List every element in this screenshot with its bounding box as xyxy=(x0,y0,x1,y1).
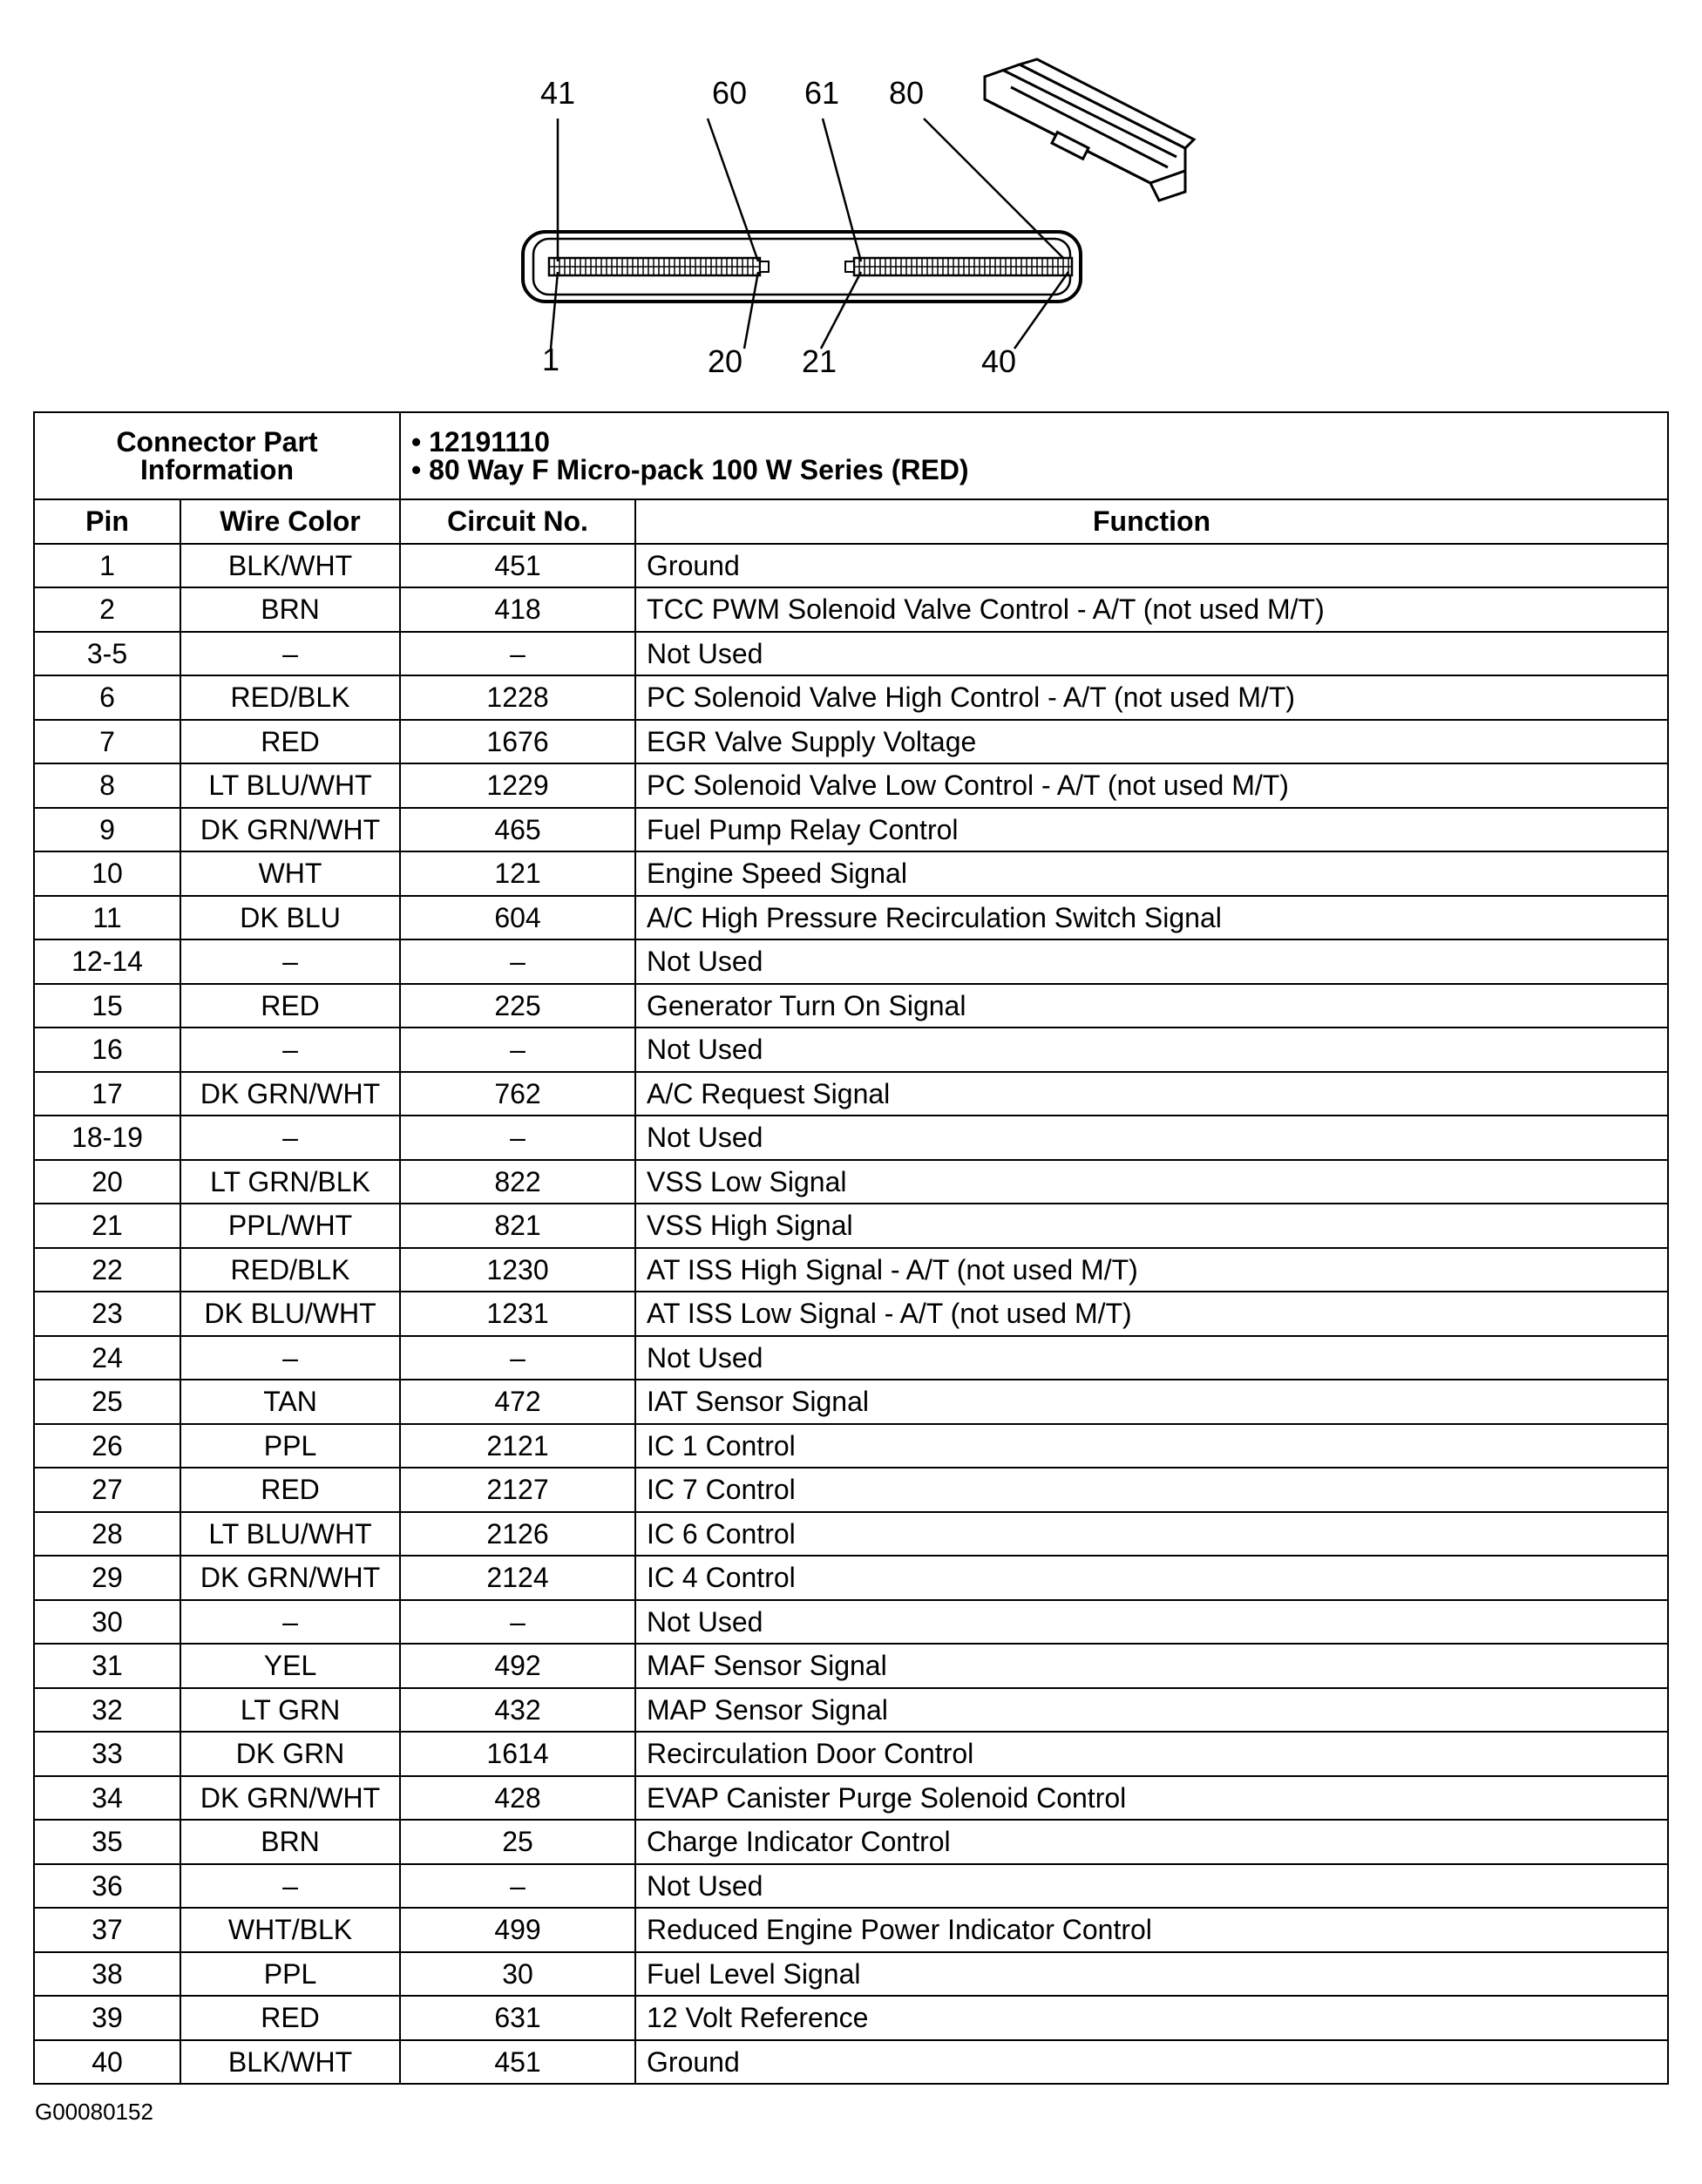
col-header-function: Function xyxy=(635,499,1668,544)
cell-pin: 1 xyxy=(34,544,180,588)
cell-wire-color: – xyxy=(180,1028,400,1072)
cell-circuit: 499 xyxy=(400,1908,635,1952)
cell-wire-color: – xyxy=(180,939,400,984)
cell-circuit: 25 xyxy=(400,1820,635,1864)
table-row xyxy=(34,939,1668,984)
cell-pin: 7 xyxy=(34,720,180,764)
cell-function: Engine Speed Signal xyxy=(635,851,1668,896)
cell-function: Generator Turn On Signal xyxy=(635,984,1668,1028)
pin-label-40: 40 xyxy=(981,343,1017,379)
cell-wire-color: PPL xyxy=(180,1424,400,1468)
cell-circuit: 2124 xyxy=(400,1556,635,1600)
pinout-table xyxy=(33,411,1669,2085)
pin-label-1: 1 xyxy=(542,342,560,377)
cell-pin: 40 xyxy=(34,2040,180,2085)
table-row xyxy=(34,1512,1668,1557)
cell-function: Ground xyxy=(635,2040,1668,2085)
cell-function: MAP Sensor Signal xyxy=(635,1688,1668,1733)
table-row xyxy=(34,587,1668,632)
cell-function: Not Used xyxy=(635,1600,1668,1645)
cell-wire-color: YEL xyxy=(180,1644,400,1688)
cell-circuit: 604 xyxy=(400,896,635,940)
table-row xyxy=(34,1160,1668,1204)
cell-function: VSS Low Signal xyxy=(635,1160,1668,1204)
cell-wire-color: – xyxy=(180,1116,400,1160)
cell-pin: 38 xyxy=(34,1952,180,1997)
cell-function: Ground xyxy=(635,544,1668,588)
cell-circuit: – xyxy=(400,1336,635,1380)
cell-function: Not Used xyxy=(635,939,1668,984)
table-row xyxy=(34,808,1668,852)
cell-circuit: 2121 xyxy=(400,1424,635,1468)
cell-circuit: 2126 xyxy=(400,1512,635,1557)
cell-pin: 20 xyxy=(34,1160,180,1204)
cell-pin: 35 xyxy=(34,1820,180,1864)
cell-circuit: 225 xyxy=(400,984,635,1028)
cell-function: Not Used xyxy=(635,1336,1668,1380)
cell-wire-color: LT GRN xyxy=(180,1688,400,1733)
cell-wire-color: WHT xyxy=(180,851,400,896)
pin-label-21: 21 xyxy=(802,343,837,379)
table-row xyxy=(34,1644,1668,1688)
cell-pin: 2 xyxy=(34,587,180,632)
figure-code: G00080152 xyxy=(35,2099,153,2125)
cell-circuit: 631 xyxy=(400,1996,635,2040)
cell-pin: 26 xyxy=(34,1424,180,1468)
cell-wire-color: DK BLU/WHT xyxy=(180,1292,400,1336)
cell-function: IC 1 Control xyxy=(635,1424,1668,1468)
cell-function: Not Used xyxy=(635,1116,1668,1160)
table-row xyxy=(34,720,1668,764)
cell-wire-color: LT GRN/BLK xyxy=(180,1160,400,1204)
connector-info-list xyxy=(400,412,1668,499)
cell-function: Not Used xyxy=(635,1028,1668,1072)
cell-function: IAT Sensor Signal xyxy=(635,1380,1668,1424)
cell-pin: 10 xyxy=(34,851,180,896)
cell-pin: 18-19 xyxy=(34,1116,180,1160)
cell-wire-color: PPL xyxy=(180,1952,400,1997)
cell-wire-color: RED xyxy=(180,720,400,764)
cell-pin: 16 xyxy=(34,1028,180,1072)
table-row xyxy=(34,1952,1668,1997)
cell-function: Charge Indicator Control xyxy=(635,1820,1668,1864)
cell-circuit: 1228 xyxy=(400,675,635,720)
cell-pin: 36 xyxy=(34,1864,180,1909)
table-row xyxy=(34,1248,1668,1292)
cell-circuit: 30 xyxy=(400,1952,635,1997)
pin-label-80: 80 xyxy=(889,75,925,111)
table-row xyxy=(34,544,1668,588)
table-row xyxy=(34,1116,1668,1160)
cell-wire-color: RED xyxy=(180,1468,400,1512)
cell-function: Fuel Pump Relay Control xyxy=(635,808,1668,852)
cell-wire-color: BLK/WHT xyxy=(180,544,400,588)
cell-wire-color: – xyxy=(180,1336,400,1380)
table-row xyxy=(34,1028,1668,1072)
cell-function: EVAP Canister Purge Solenoid Control xyxy=(635,1776,1668,1821)
cell-function: EGR Valve Supply Voltage xyxy=(635,720,1668,764)
connector-isometric-icon xyxy=(985,59,1194,200)
cell-wire-color: BRN xyxy=(180,1820,400,1864)
cell-function: AT ISS Low Signal - A/T (not used M/T) xyxy=(635,1292,1668,1336)
cell-pin: 3-5 xyxy=(34,632,180,676)
pin-label-60: 60 xyxy=(712,75,748,111)
cell-pin: 6 xyxy=(34,675,180,720)
cell-wire-color: – xyxy=(180,1864,400,1909)
table-row xyxy=(34,851,1668,896)
cell-wire-color: – xyxy=(180,1600,400,1645)
cell-wire-color: RED/BLK xyxy=(180,1248,400,1292)
cell-pin: 24 xyxy=(34,1336,180,1380)
cell-wire-color: BRN xyxy=(180,587,400,632)
cell-pin: 17 xyxy=(34,1072,180,1116)
cell-circuit: 1614 xyxy=(400,1732,635,1776)
cell-pin: 30 xyxy=(34,1600,180,1645)
cell-circuit: 472 xyxy=(400,1380,635,1424)
cell-function: Recirculation Door Control xyxy=(635,1732,1668,1776)
cell-circuit: – xyxy=(400,1028,635,1072)
table-row xyxy=(34,1468,1668,1512)
cell-pin: 37 xyxy=(34,1908,180,1952)
cell-wire-color: DK GRN xyxy=(180,1732,400,1776)
cell-pin: 27 xyxy=(34,1468,180,1512)
table-row xyxy=(34,1688,1668,1733)
cell-wire-color: DK GRN/WHT xyxy=(180,808,400,852)
cell-pin: 29 xyxy=(34,1556,180,1600)
cell-pin: 11 xyxy=(34,896,180,940)
cell-wire-color: DK BLU xyxy=(180,896,400,940)
cell-circuit: 821 xyxy=(400,1204,635,1248)
cell-function: PC Solenoid Valve High Control - A/T (not used M/T) xyxy=(635,675,1668,720)
cell-function: MAF Sensor Signal xyxy=(635,1644,1668,1688)
table-row xyxy=(34,1864,1668,1909)
cell-function: VSS High Signal xyxy=(635,1204,1668,1248)
cell-circuit: – xyxy=(400,632,635,676)
table-row xyxy=(34,1996,1668,2040)
cell-pin: 21 xyxy=(34,1204,180,1248)
cell-circuit: 451 xyxy=(400,2040,635,2085)
cell-wire-color: DK GRN/WHT xyxy=(180,1072,400,1116)
connector-drawing xyxy=(488,52,1255,392)
cell-circuit: – xyxy=(400,1600,635,1645)
cell-pin: 12-14 xyxy=(34,939,180,984)
table-row xyxy=(34,984,1668,1028)
cell-pin: 9 xyxy=(34,808,180,852)
cell-function: Reduced Engine Power Indicator Control xyxy=(635,1908,1668,1952)
connector-info-label: Connector Part Information xyxy=(34,412,400,499)
cell-circuit: – xyxy=(400,1116,635,1160)
table-row xyxy=(34,1820,1668,1864)
pin-label-20: 20 xyxy=(708,343,743,379)
cell-pin: 33 xyxy=(34,1732,180,1776)
table-row xyxy=(34,1908,1668,1952)
col-header-pin: Pin xyxy=(34,499,180,544)
cell-wire-color: RED xyxy=(180,1996,400,2040)
table-row xyxy=(34,896,1668,940)
cell-circuit: 2127 xyxy=(400,1468,635,1512)
table-row xyxy=(34,675,1668,720)
cell-wire-color: PPL/WHT xyxy=(180,1204,400,1248)
table-row xyxy=(34,1336,1668,1380)
cell-circuit: 121 xyxy=(400,851,635,896)
table-row xyxy=(34,1072,1668,1116)
pin-label-41: 41 xyxy=(540,75,576,111)
table-row xyxy=(34,763,1668,808)
cell-wire-color: DK GRN/WHT xyxy=(180,1776,400,1821)
pin-label-61: 61 xyxy=(804,75,840,111)
table-row xyxy=(34,1380,1668,1424)
cell-function: 12 Volt Reference xyxy=(635,1996,1668,2040)
cell-circuit: – xyxy=(400,939,635,984)
table-row xyxy=(34,2040,1668,2085)
cell-wire-color: WHT/BLK xyxy=(180,1908,400,1952)
cell-wire-color: – xyxy=(180,632,400,676)
cell-circuit: 1229 xyxy=(400,763,635,808)
table-header-row xyxy=(34,499,1668,544)
cell-function: TCC PWM Solenoid Valve Control - A/T (not used M/T) xyxy=(635,587,1668,632)
cell-function: Not Used xyxy=(635,1864,1668,1909)
cell-wire-color: RED xyxy=(180,984,400,1028)
cell-wire-color: BLK/WHT xyxy=(180,2040,400,2085)
cell-pin: 15 xyxy=(34,984,180,1028)
cell-pin: 32 xyxy=(34,1688,180,1733)
table-row xyxy=(34,1424,1668,1468)
cell-pin: 8 xyxy=(34,763,180,808)
cell-function: IC 7 Control xyxy=(635,1468,1668,1512)
cell-pin: 23 xyxy=(34,1292,180,1336)
cell-circuit: 451 xyxy=(400,544,635,588)
cell-function: Not Used xyxy=(635,632,1668,676)
cell-wire-color: DK GRN/WHT xyxy=(180,1556,400,1600)
cell-circuit: 1231 xyxy=(400,1292,635,1336)
cell-function: A/C High Pressure Recirculation Switch Signal xyxy=(635,896,1668,940)
cell-circuit: – xyxy=(400,1864,635,1909)
connector-description: • 80 Way F Micro-pack 100 W Series (RED) xyxy=(411,456,1657,484)
connector-part-number: • 12191110 xyxy=(411,428,1657,456)
table-row xyxy=(34,1292,1668,1336)
cell-pin: 34 xyxy=(34,1776,180,1821)
cell-pin: 31 xyxy=(34,1644,180,1688)
cell-circuit: 432 xyxy=(400,1688,635,1733)
cell-pin: 22 xyxy=(34,1248,180,1292)
cell-circuit: 428 xyxy=(400,1776,635,1821)
cell-circuit: 492 xyxy=(400,1644,635,1688)
col-header-circuit: Circuit No. xyxy=(400,499,635,544)
connector-info-row xyxy=(34,412,1668,499)
cell-function: PC Solenoid Valve Low Control - A/T (not used M/T) xyxy=(635,763,1668,808)
table-row xyxy=(34,632,1668,676)
cell-function: IC 4 Control xyxy=(635,1556,1668,1600)
cell-wire-color: RED/BLK xyxy=(180,675,400,720)
cell-pin: 39 xyxy=(34,1996,180,2040)
table-row xyxy=(34,1204,1668,1248)
table-row xyxy=(34,1732,1668,1776)
table-row xyxy=(34,1556,1668,1600)
table-row xyxy=(34,1600,1668,1645)
cell-circuit: 762 xyxy=(400,1072,635,1116)
cell-circuit: 1230 xyxy=(400,1248,635,1292)
cell-wire-color: LT BLU/WHT xyxy=(180,763,400,808)
cell-function: A/C Request Signal xyxy=(635,1072,1668,1116)
cell-pin: 25 xyxy=(34,1380,180,1424)
cell-circuit: 418 xyxy=(400,587,635,632)
cell-wire-color: TAN xyxy=(180,1380,400,1424)
cell-wire-color: LT BLU/WHT xyxy=(180,1512,400,1557)
table-row xyxy=(34,1776,1668,1821)
cell-circuit: 465 xyxy=(400,808,635,852)
cell-circuit: 822 xyxy=(400,1160,635,1204)
cell-circuit: 1676 xyxy=(400,720,635,764)
cell-function: Fuel Level Signal xyxy=(635,1952,1668,1997)
col-header-wire-color: Wire Color xyxy=(180,499,400,544)
connector-diagram xyxy=(488,52,1255,392)
connector-face xyxy=(523,232,1081,302)
cell-pin: 28 xyxy=(34,1512,180,1557)
cell-function: IC 6 Control xyxy=(635,1512,1668,1557)
cell-function: AT ISS High Signal - A/T (not used M/T) xyxy=(635,1248,1668,1292)
